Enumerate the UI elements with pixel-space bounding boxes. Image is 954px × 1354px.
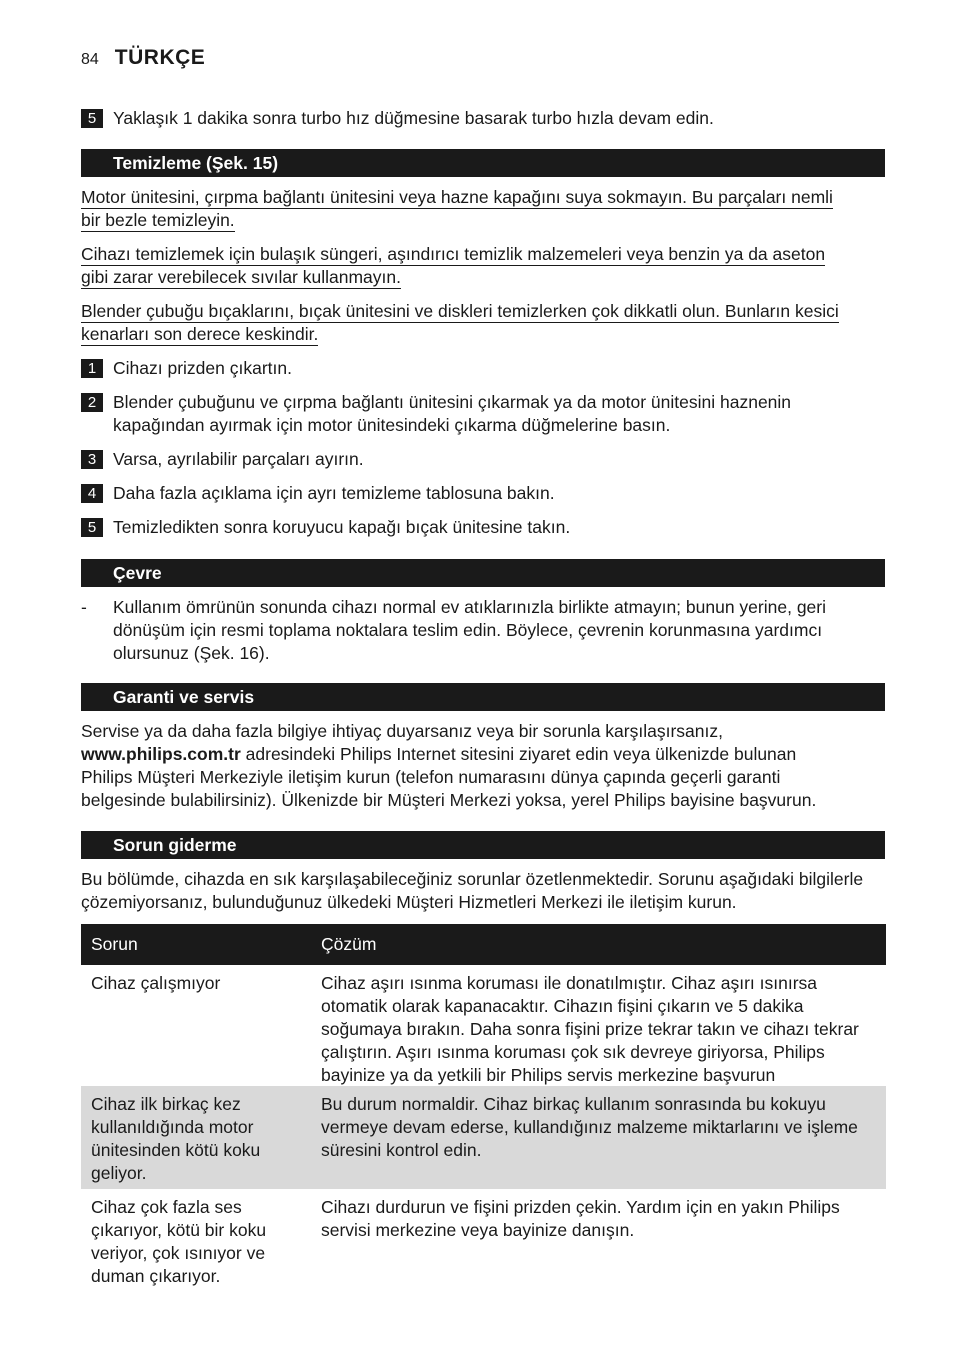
table-header <box>81 924 886 965</box>
step-text: Temizledikten sonra koruyucu kapağı bıçak ünitesine takın. <box>113 517 571 537</box>
step-item <box>81 516 885 539</box>
step-number: 5 <box>81 518 103 537</box>
step-text: Varsa, ayrılabilir parçaları ayırın. <box>113 449 364 469</box>
warning-text <box>81 186 885 232</box>
solution-cell: Cihazı durdurun ve fişini prizden çekin. Yardım için en yakın Philips servisi merkezine veya bayinize danışın. <box>321 1197 840 1240</box>
warning-line: Motor ünitesini, çırpma bağlantı ünitesini veya hazne kapağını suya sokmayın. Bu parçaları nemli <box>81 187 833 207</box>
step-item <box>81 107 885 130</box>
warranty-paragraph <box>81 720 841 812</box>
warning-line: kenarları son derece keskindir. <box>81 324 319 344</box>
warning-text <box>81 243 885 289</box>
page-number: 84 <box>81 51 99 68</box>
warranty-text: adresindeki Philips Internet sitesini ziyaret edin veya ülkenizde bulunan Philips Müşteri Merkeziyle iletişim kurun (telefon numarasını dünya çapında geçerli garanti belgesinde bulabilirsiniz). Ülkenizde bir Müşteri Merkezi yoksa, yerel Philips bayisine başvurun. <box>81 744 817 810</box>
header-problem: Sorun <box>91 934 138 954</box>
warranty-text: Servise ya da daha fazla bilgiye ihtiyaç duyarsanız veya bir sorunla karşılaşırsanız, <box>81 721 723 741</box>
section-heading-cleaning: Temizleme (Şek. 15) <box>81 149 885 177</box>
step-text: Blender çubuğunu ve çırpma bağlantı ünitesini çıkarmak ya da motor ünitesini haznenin kapağından ayırmak için motor ünitesindeki çıkarma düğmelerine basın. <box>113 392 792 435</box>
section-heading-troubleshooting: Sorun giderme <box>81 831 885 859</box>
step-text: Daha fazla açıklama için ayrı temizleme tablosuna bakın. <box>113 483 555 503</box>
table-row <box>81 965 886 1086</box>
warning-line: Cihazı temizlemek için bulaşık süngeri, aşındırıcı temizlik malzemeleri veya benzin ya da aseton <box>81 244 826 264</box>
bullet-dash: - <box>81 597 87 617</box>
header-solution: Çözüm <box>321 934 377 954</box>
problem-cell: Cihaz çalışmıyor <box>91 973 221 993</box>
step-number: 5 <box>81 109 103 128</box>
problem-cell: Cihaz ilk birkaç kez kullanıldığında motor ünitesinden kötü koku geliyor. <box>91 1094 261 1183</box>
step-item <box>81 391 885 437</box>
solution-cell: Bu durum normaldir. Cihaz birkaç kullanım sonrasında bu kokuyu vermeye devam ederse, kullandığınız malzeme miktarlarını ve işleme süresini kontrol edin. <box>321 1094 858 1160</box>
bullet-item <box>81 596 885 665</box>
step-text: Cihazı prizden çıkartın. <box>113 358 292 378</box>
step-number: 3 <box>81 450 103 469</box>
table-row <box>81 1189 886 1299</box>
step-item <box>81 482 885 505</box>
troubleshooting-table <box>81 924 886 1299</box>
section-heading-environment: Çevre <box>81 559 885 587</box>
table-row <box>81 1086 886 1189</box>
warning-line: gibi zarar verebilecek sıvılar kullanmayın. <box>81 267 401 287</box>
warning-line: bir bezle temizleyin. <box>81 210 235 230</box>
step-text: Yaklaşık 1 dakika sonra turbo hız düğmesine basarak turbo hızla devam edin. <box>113 108 714 128</box>
troubleshooting-intro: Bu bölümde, cihazda en sık karşılaşabileceğiniz sorunlar özetlenmektedir. Sorunu aşağıdaki bilgilerle çözemiyorsanız, bulunduğunuz ülkedeki Müşteri Hizmetleri Merkezi ile iletişim kurun. <box>81 869 864 912</box>
problem-cell: Cihaz çok fazla ses çıkarıyor, kötü bir koku veriyor, çok ısınıyor ve duman çıkarıyor. <box>91 1197 267 1286</box>
step-number: 4 <box>81 484 103 503</box>
language-title: TÜRKÇE <box>114 46 206 69</box>
solution-cell: Cihaz aşırı ısınma koruması ile donatılmıştır. Cihaz aşırı ısınırsa otomatik olarak kapanacaktır. Cihazın fişini çıkarın ve 5 dakika soğumaya bırakın. Daha sonra fişini prize tekrar takın ve cihazı tekrar çalıştırın. Aşırı ısınma koruması çok sık devreye giriyorsa, Philips bayinize ya da yetkili bir Philips servis merkezine başvurun <box>321 973 859 1085</box>
step-number: 1 <box>81 359 103 378</box>
page-header <box>81 46 205 76</box>
step-item <box>81 448 885 471</box>
warning-line: Blender çubuğu bıçaklarını, bıçak ünitesini ve diskleri temizlerken çok dikkatli olun. Bunların kesici <box>81 301 839 321</box>
philips-url-link[interactable]: www.philips.com.tr <box>81 744 241 764</box>
section-heading-warranty: Garanti ve servis <box>81 683 885 711</box>
bullet-text: Kullanım ömrünün sonunda cihazı normal ev atıklarınızla birlikte atmayın; bunun yerine, geri dönüşüm için resmi toplama noktalara teslim edin. Böylece, çevrenin korunmasına yardımcı olursunuz (Şek. 16). <box>113 597 827 663</box>
step-number: 2 <box>81 393 103 412</box>
warning-text <box>81 300 885 346</box>
step-item <box>81 357 885 380</box>
